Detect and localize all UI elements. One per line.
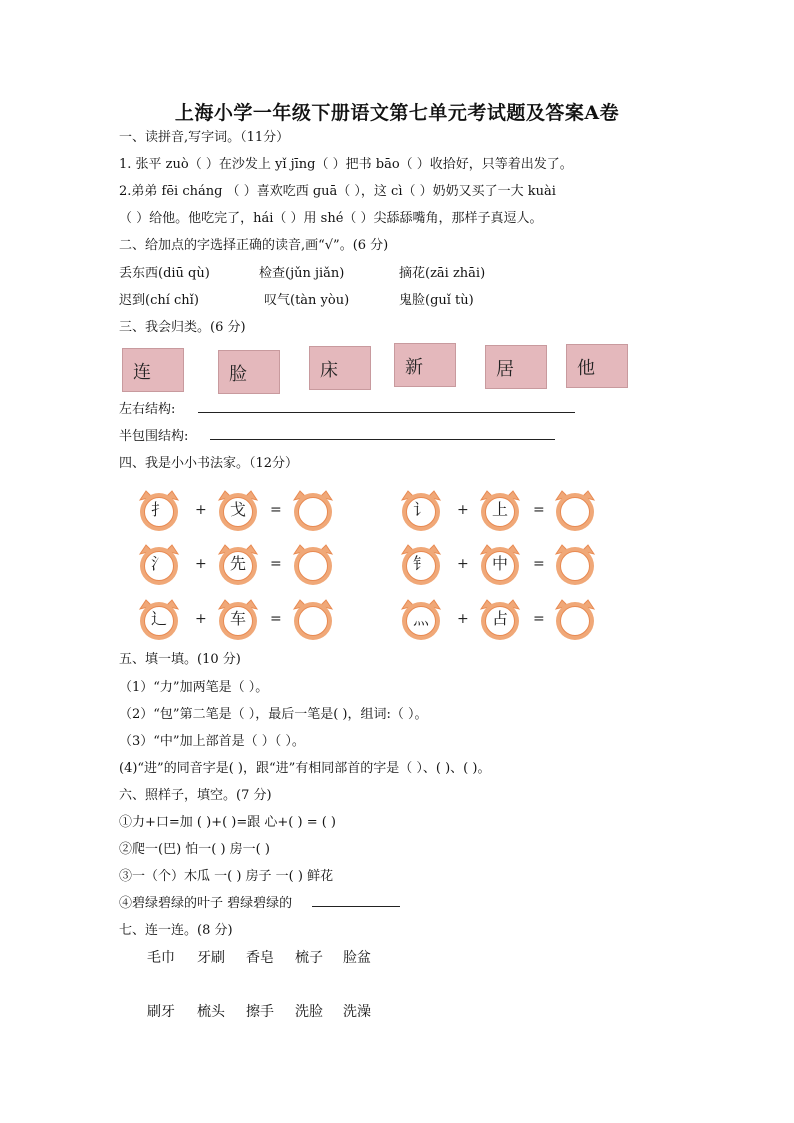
char-card [122, 348, 184, 392]
equals-sign: = [270, 502, 282, 518]
section-5-line-3: （3）“中”加上部首是（ ）（ ）。 [119, 734, 305, 749]
plus-sign: + [457, 611, 469, 627]
plus-sign: + [195, 556, 207, 572]
answer-line[interactable] [198, 412, 575, 413]
section-5-line-2: （2）“包”第二笔是（ ），最后一笔是( )，组词:（ ）。 [119, 707, 428, 722]
clock-char-box [136, 541, 182, 587]
section-5-line-4: (4)“进”的同音字是( )，跟“进”有相同部首的字是（ ）、( )、( )。 [119, 761, 491, 776]
page-title: 上海小学一年级下册语文第七单元考试题及答案A卷 [174, 102, 620, 124]
match-item-bottom[interactable]: 擦手 [246, 1004, 274, 1020]
pinyin-choice: 丢东西(diū qù) [119, 266, 210, 281]
match-item-top[interactable]: 香皂 [246, 950, 274, 966]
match-item-top[interactable]: 牙刷 [197, 950, 225, 966]
clock-char: 氵 [150, 554, 167, 573]
clock-char-box [136, 596, 182, 642]
section-6-line-4: ④碧绿碧绿的叶子 碧绿碧绿的 [119, 896, 293, 911]
clock-char: 先 [229, 554, 246, 573]
char-card-label: 床 [320, 360, 338, 381]
equals-sign: = [270, 611, 282, 627]
clock-char: 扌 [150, 500, 167, 519]
plus-sign: + [457, 556, 469, 572]
equals-sign: = [270, 556, 282, 572]
clock-char: 中 [491, 554, 508, 573]
clock-char-box [215, 596, 261, 642]
char-card [218, 350, 280, 394]
plus-sign: + [195, 502, 207, 518]
clock-char: 讠 [412, 500, 429, 519]
char-card [394, 343, 456, 387]
section-5-heading: 五、填一填。(10 分) [119, 652, 241, 667]
clock-char-box [398, 487, 444, 533]
match-item-bottom[interactable]: 洗澡 [343, 1004, 371, 1020]
section-4-heading: 四、我是小小书法家。（12分） [119, 456, 299, 471]
section-6-line-1: ①力+口=加 ( )+( )=跟 心+( ) = ( ) [119, 815, 336, 830]
match-item-top[interactable]: 梳子 [295, 950, 323, 966]
section-2-heading: 二、给加点的字选择正确的读音,画“√”。(6 分) [119, 238, 389, 253]
clock-answer-box[interactable] [552, 541, 598, 587]
section-7-heading: 七、连一连。(8 分) [119, 923, 233, 938]
char-card-label: 居 [496, 359, 514, 380]
clock-char-box [477, 596, 523, 642]
match-item-bottom[interactable]: 刷牙 [147, 1004, 175, 1020]
clock-char: 戈 [229, 500, 246, 519]
section-1-line-2: 2.弟弟 fēi chánɡ （ ）喜欢吃西 ɡuā（ ），这 cì（ ）奶奶又买了一大 kuài [119, 184, 556, 199]
clock-char: 占 [491, 609, 508, 628]
pinyin-choice: 摘花(zāi zhāi) [399, 266, 486, 281]
clock-answer-box[interactable] [552, 596, 598, 642]
semi-enclosure-label: 半包围结构: [119, 429, 189, 444]
section-6-line-2: ②爬一(巴) 怕一( ) 房一( ) [119, 842, 270, 857]
clock-char: 钅 [412, 554, 429, 573]
match-item-bottom[interactable]: 洗脸 [295, 1004, 323, 1020]
plus-sign: + [195, 611, 207, 627]
clock-char-box [477, 487, 523, 533]
equals-sign: = [533, 502, 545, 518]
clock-char: 上 [491, 500, 508, 519]
left-right-label: 左右结构: [119, 402, 176, 417]
clock-char-box [215, 487, 261, 533]
char-card [309, 346, 371, 390]
section-1-line-3: （ ）给他。他吃完了，hái（ ）用 shé（ ）尖舔舔嘴角，那样子真逗人。 [119, 211, 543, 226]
section-3-heading: 三、我会归类。(6 分) [119, 320, 246, 335]
clock-char-box [398, 541, 444, 587]
match-item-bottom[interactable]: 梳头 [197, 1004, 225, 1020]
match-item-top[interactable]: 毛巾 [147, 950, 175, 966]
clock-answer-box[interactable] [290, 596, 336, 642]
section-1-heading: 一、读拼音,写字词。（11分） [119, 130, 290, 145]
clock-char-box [136, 487, 182, 533]
clock-answer-box[interactable] [290, 487, 336, 533]
equals-sign: = [533, 611, 545, 627]
char-card-label: 新 [405, 357, 423, 378]
clock-answer-box[interactable] [552, 487, 598, 533]
section-5-line-1: （1）“力”加两笔是（ ）。 [119, 680, 269, 695]
pinyin-choice: 检查(jǔn jiǎn) [259, 266, 345, 281]
equals-sign: = [533, 556, 545, 572]
section-6-line-3: ③一（个）木瓜 一( ) 房子 一( ) 鲜花 [119, 869, 334, 884]
char-card [566, 344, 628, 388]
clock-char-box [477, 541, 523, 587]
section-6-heading: 六、照样子，填空。(7 分) [119, 788, 272, 803]
clock-char: 灬 [412, 609, 429, 628]
clock-char-box [398, 596, 444, 642]
answer-line[interactable] [312, 906, 400, 907]
char-card [485, 345, 547, 389]
char-card-label: 他 [577, 358, 595, 379]
clock-answer-box[interactable] [290, 541, 336, 587]
clock-char-box [215, 541, 261, 587]
clock-char: 辶 [150, 609, 167, 628]
section-1-line-1: 1. 张平 zuò（ ）在沙发上 yǐ jīng（ ）把书 bāo（ ）收拾好，只等着出发了。 [119, 157, 573, 172]
match-item-top[interactable]: 脸盆 [343, 950, 371, 966]
plus-sign: + [457, 502, 469, 518]
pinyin-choice: 鬼脸(guǐ tù) [399, 293, 474, 308]
char-card-label: 连 [133, 362, 151, 383]
pinyin-choice: 迟到(chí chǐ) [119, 293, 199, 308]
pinyin-choice: 叹气(tàn yòu) [264, 293, 350, 308]
clock-char: 车 [229, 609, 246, 628]
answer-line[interactable] [210, 439, 555, 440]
char-card-label: 脸 [229, 364, 247, 385]
